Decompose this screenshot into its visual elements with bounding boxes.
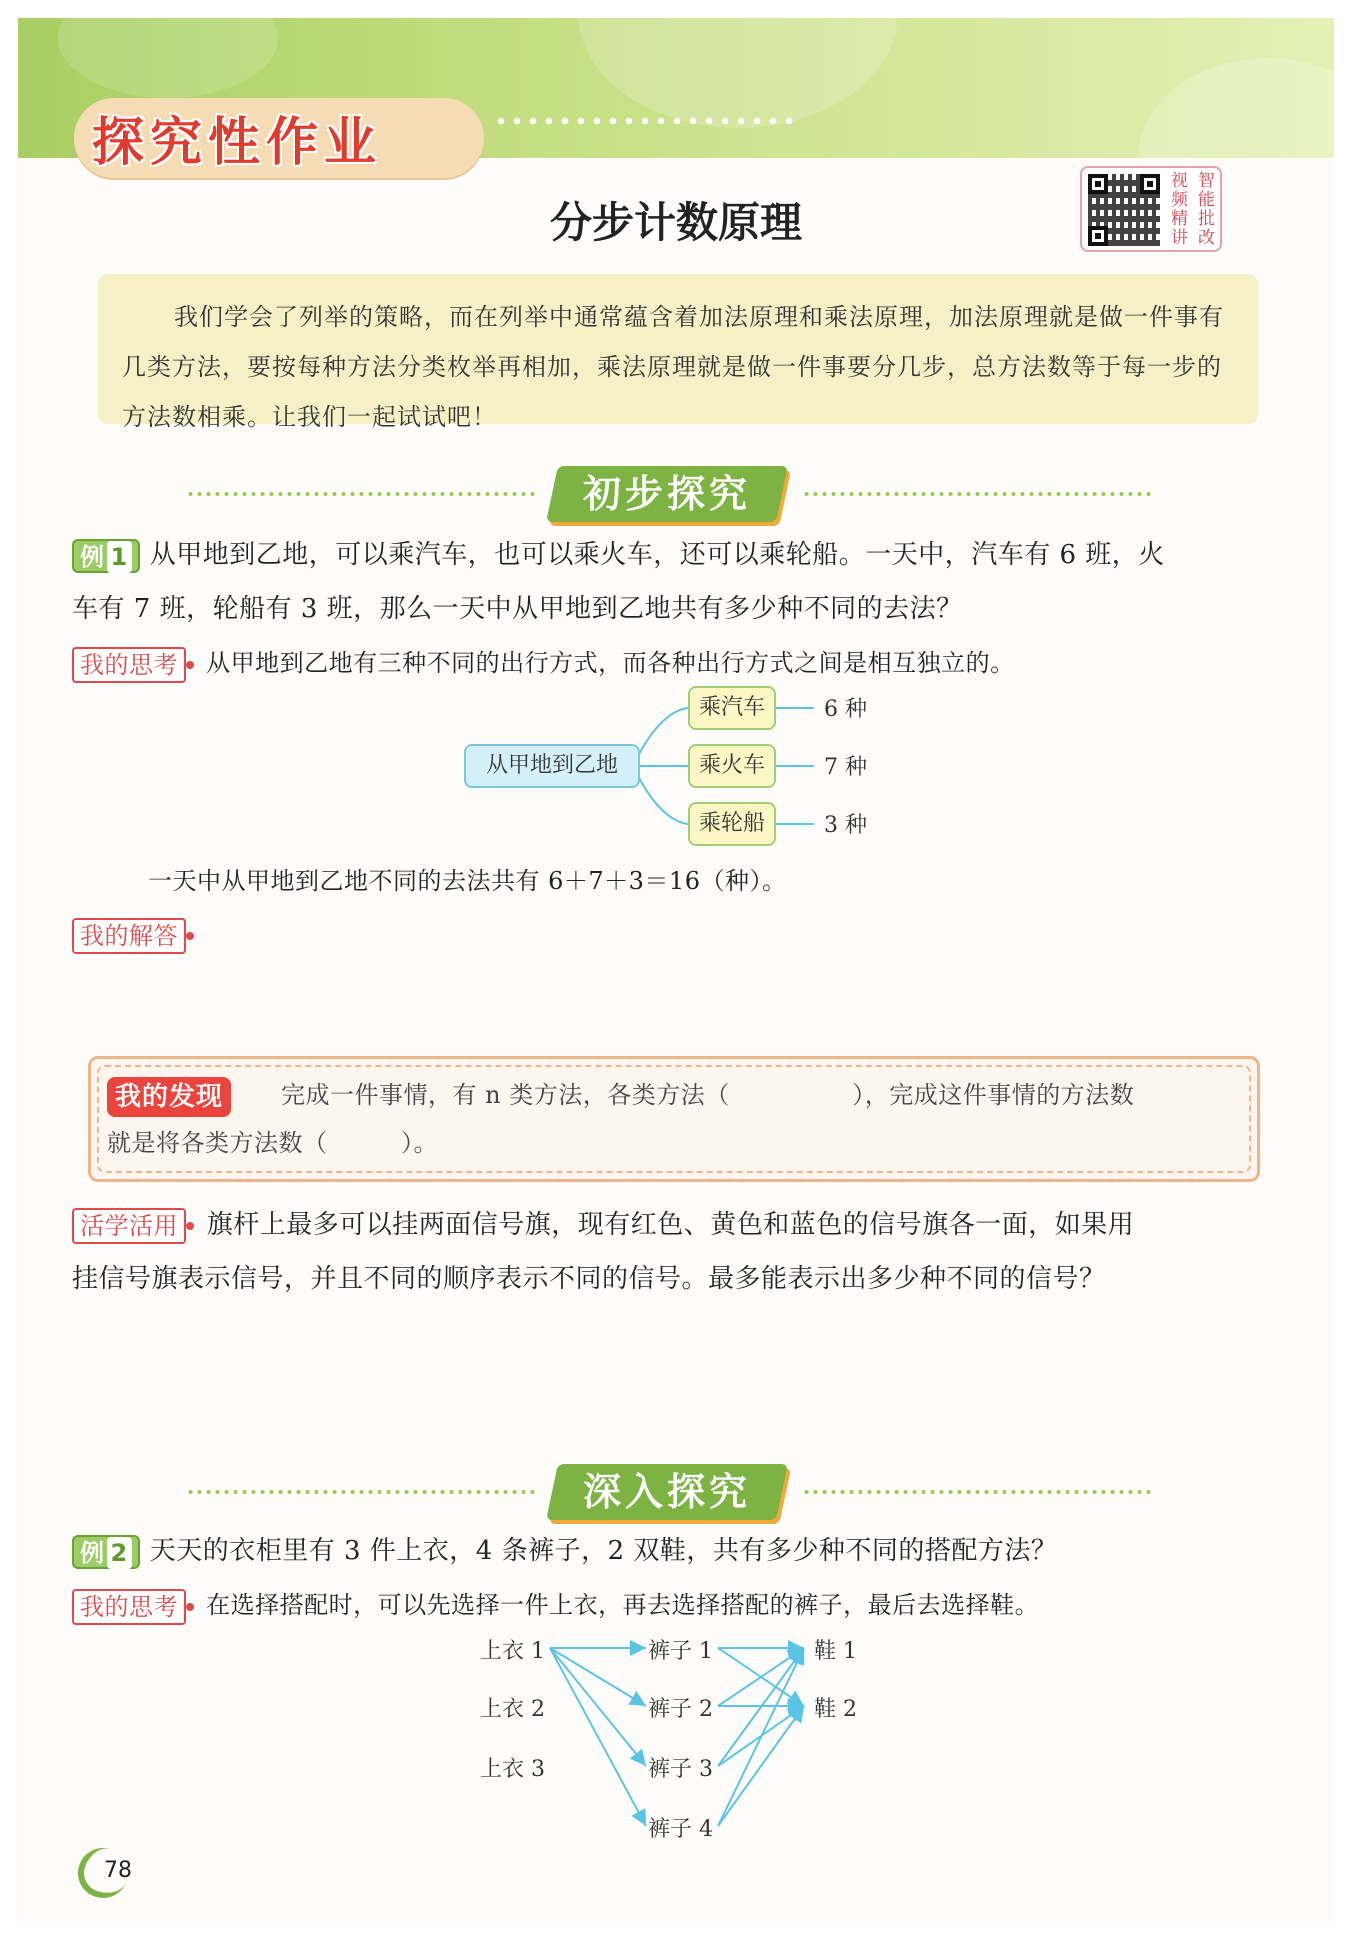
discovery-line-1: 完成一件事情，有 n 类方法，各类方法（ ），完成这件事情的方法数 [281, 1081, 1135, 1109]
discovery-line-2: 就是将各类方法数（ ）。 [107, 1129, 438, 1157]
pants-item: 裤子 2 [648, 1697, 713, 1722]
shoe-item: 鞋 2 [814, 1697, 857, 1722]
answer-tag: 我的解答 [72, 918, 186, 954]
textbook-page [18, 18, 1334, 1923]
conclusion-text: 一天中从甲地到乙地不同的去法共有 6＋7＋3＝16（种）。 [148, 867, 787, 895]
example-text: 从甲地到乙地，可以乘汽车，也可以乘火车，还可以乘轮船。一天中，汽车有 6 班，火 [149, 540, 1165, 570]
intro-text: 我们学会了列举的策略，而在列举中通常蕴含着加法原理和乘法原理，加法原理就是做一件事有几类方法，要按每种方法分类枚举再相加，乘法原理就是做一件事要分几步，总方法数等于每一步的方法数相乘。让我们一起试试吧！ [122, 303, 1224, 431]
option-node: 乘火车 [688, 744, 776, 788]
apply-tag: 活学活用 [72, 1208, 186, 1244]
qr-caption: 视 智 频 能 精 批 讲 改 [1171, 171, 1215, 248]
shoe-item: 鞋 1 [814, 1639, 857, 1664]
apply-section [72, 1198, 1282, 1306]
discovery-box [88, 1056, 1260, 1182]
thinking-text: 在选择搭配时，可以先选择一件上衣，再去选择搭配的裤子，最后去选择鞋。 [206, 1591, 1040, 1619]
badge-title: 探究性作业 [92, 113, 383, 173]
pants-item: 裤子 4 [648, 1817, 713, 1842]
option-count: 3 种 [824, 813, 867, 838]
route-diagram-lines [18, 678, 1334, 858]
example-2 [72, 1524, 1272, 1632]
pants-item: 裤子 1 [648, 1639, 713, 1664]
section-title: 深入探究 [582, 1470, 751, 1514]
start-node: 从甲地到乙地 [464, 744, 640, 788]
section-banner-2 [18, 1464, 1334, 1520]
page-number: 78 [104, 1858, 132, 1883]
thinking-tag: 我的思考 [72, 647, 186, 683]
thinking-text: 从甲地到乙地有三种不同的出行方式，而各种出行方式之间是相互独立的。 [206, 649, 1015, 677]
top-item: 上衣 3 [480, 1757, 545, 1782]
pants-item: 裤子 3 [648, 1757, 713, 1782]
apply-text-2: 挂信号旗表示信号，并且不同的顺序表示不同的信号。最多能表示出多少种不同的信号？ [72, 1264, 1106, 1294]
example-badge: 例 2 [72, 1535, 140, 1569]
option-node: 乘汽车 [688, 686, 776, 730]
example-1 [72, 528, 1272, 690]
example-text-2: 车有 7 班，轮船有 3 班，那么一天中从甲地到乙地共有多少种不同的去法？ [72, 594, 963, 624]
qr-code-block[interactable] [1080, 166, 1222, 252]
discovery-badge: 我的发现 [107, 1077, 231, 1117]
example-badge: 例 1 [72, 539, 140, 573]
option-node: 乘轮船 [688, 802, 776, 846]
apply-text-1: 旗杆上最多可以挂两面信号旗，现有红色、黄色和蓝色的信号旗各一面，如果用 [206, 1210, 1135, 1240]
section-title: 初步探究 [582, 472, 751, 516]
thinking-tag: 我的思考 [72, 1589, 186, 1625]
section-banner-1 [18, 466, 1334, 522]
option-count: 6 种 [824, 697, 867, 722]
page-title: 分步计数原理 [549, 198, 802, 247]
intro-box [98, 274, 1258, 431]
option-count: 7 种 [824, 755, 867, 780]
top-item: 上衣 1 [480, 1639, 545, 1664]
dot-decoration [493, 116, 793, 126]
example-text: 天天的衣柜里有 3 件上衣，4 条裤子，2 双鞋，共有多少种不同的搭配方法？ [149, 1536, 1058, 1566]
top-item: 上衣 2 [480, 1697, 545, 1722]
